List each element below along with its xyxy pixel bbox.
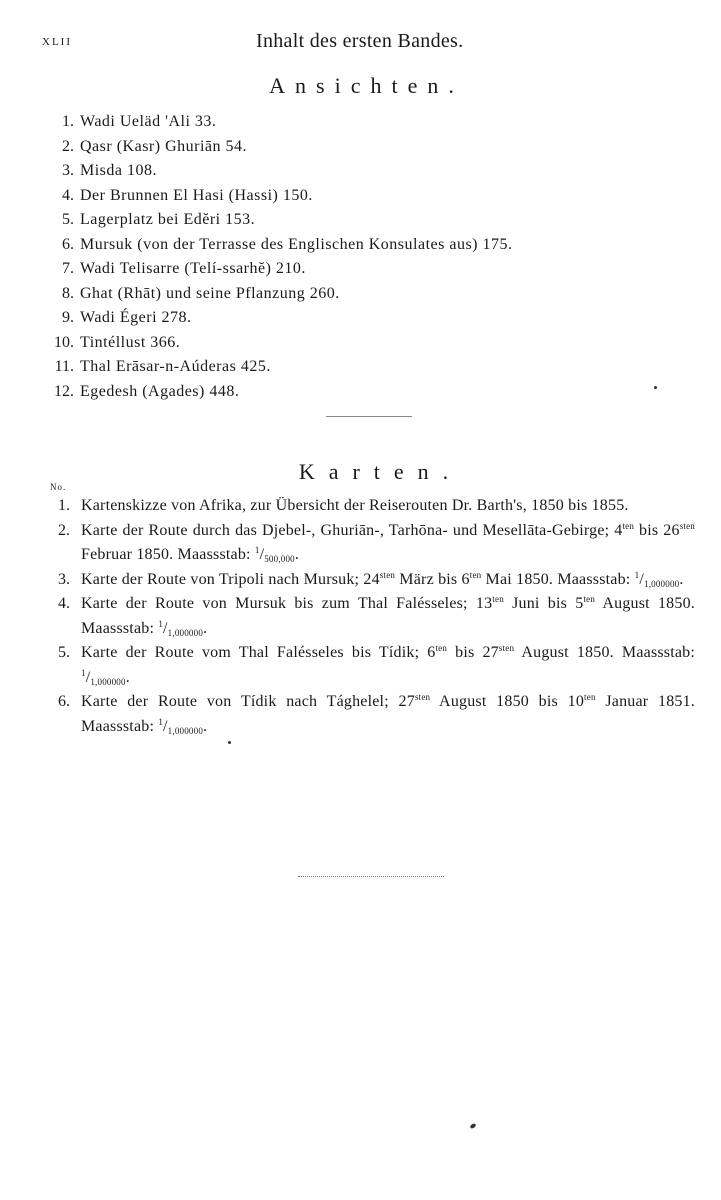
maps-heading: Karten.: [298, 459, 463, 484]
item-text: Misda 108.: [80, 162, 157, 179]
item-text: Der Brunnen El Hasi (Hassi) 150.: [80, 186, 313, 204]
item-number: 8.: [62, 284, 74, 302]
print-speck: [228, 741, 231, 744]
list-item: [0, 110, 721, 135]
item-text: Kartenskizze von Afrika, zur Übersicht der Reiserouten Dr. Barth's, 1850 bis 1855.: [81, 497, 629, 514]
scale-fraction: $^1/_{500,000}$: [254, 545, 295, 564]
list-item: [0, 184, 721, 209]
list-item: [0, 306, 721, 331]
item-text: Tintéllust 366.: [80, 333, 181, 351]
item-text: Karte der Route von Mursuk bis zum Thal Falésseles; $13^{ten}$ Juni bis $5^{ten}$ August 1850. Maassstab: $^1/_{1,000000}$.: [81, 594, 695, 638]
list-item: [0, 494, 721, 519]
page-number: XLII: [42, 36, 72, 48]
scale-fraction: $^1/_{1,000000}$: [158, 618, 204, 638]
item-text: Lagerplatz bei Edĕri 153.: [80, 211, 256, 228]
item-text: Qasr (Kasr) Ghuriān 54.: [80, 137, 248, 155]
item-number: 3.: [62, 162, 74, 179]
scale-fraction: $^1/_{1,000000}$: [634, 569, 680, 589]
item-number: 4.: [58, 595, 70, 612]
print-speck: [654, 386, 657, 389]
running-head: [0, 30, 721, 56]
item-number: 1.: [58, 497, 70, 514]
list-item: [0, 282, 721, 307]
item-text: Thal Erāsar-n-Aúderas 425.: [80, 358, 271, 375]
list-item: [0, 519, 721, 568]
list-item: [0, 568, 721, 593]
item-number: 5.: [62, 211, 74, 228]
maps-list: [0, 494, 721, 739]
item-text: Wadi Égeri 278.: [80, 309, 192, 326]
item-number: 7.: [62, 260, 74, 277]
list-item: [0, 208, 721, 233]
list-item: [0, 135, 721, 160]
number-column-label: No.: [50, 482, 67, 492]
item-text: Karte der Route von Tídik nach Tághelel; $27^{sten}$ August 1850 bis $10^{ten}$ Januar 1851. Maassstab: $^1/_{1,000000}$.: [81, 692, 695, 736]
item-number: 4.: [62, 186, 74, 204]
item-number: 5.: [58, 644, 70, 661]
views-heading: Ansichten.: [269, 73, 464, 98]
item-number: 11.: [54, 358, 74, 375]
item-number: 12.: [54, 382, 74, 400]
scale-fraction: $^1/_{1,000000}$: [158, 716, 204, 736]
list-item: [0, 380, 721, 405]
list-item: [0, 355, 721, 380]
views-list: [0, 110, 721, 404]
list-item: [0, 641, 721, 690]
end-divider: [298, 876, 444, 877]
item-text: Wadi Telisarre (Telí-ssarhĕ) 210.: [80, 260, 306, 277]
running-title: Inhalt des ersten Bandes.: [256, 30, 464, 52]
item-text: Karte der Route von Tripoli nach Mursuk; $24^{sten}$ März bis $6^{ten}$ Mai 1850. Maassstab: $^1/_{1,000000}$.: [81, 569, 684, 589]
list-item: [0, 690, 721, 739]
item-number: 2.: [62, 137, 74, 155]
section-divider: [326, 416, 412, 417]
item-number: 6.: [62, 235, 74, 253]
list-item: [0, 159, 721, 184]
item-text: Karte der Route vom Thal Falésseles bis Tídik; $6^{ten}$ bis $27^{sten}$ August 1850. Maassstab: $^1/_{1,000000}$.: [81, 643, 696, 687]
item-text: Ghat (Rhāt) und seine Pflanzung 260.: [80, 284, 340, 302]
item-text: Egedesh (Agades) 448.: [80, 382, 240, 400]
item-text: Karte der Route durch das Djebel-, Ghuriān-, Tarhōna- und Mesellāta-Gebirge; $4^{ten}$ bis $26^{sten}$ Februar 1850. Maassstab: $^1/_{500,000}$.: [81, 520, 695, 564]
item-number: 3.: [58, 570, 70, 588]
list-item: [0, 331, 721, 356]
item-number: 10.: [54, 333, 74, 351]
list-item: [0, 592, 721, 641]
item-number: 9.: [62, 309, 74, 326]
item-number: 2.: [58, 521, 70, 539]
ink-mark: [469, 1123, 476, 1130]
item-text: Wadi Ueläd 'Ali 33.: [80, 113, 217, 130]
item-number: 6.: [58, 693, 70, 710]
item-number: 1.: [62, 113, 74, 130]
item-text: Mursuk (von der Terrasse des Englischen Konsulates aus) 175.: [80, 235, 513, 253]
list-item: [0, 233, 721, 258]
list-item: [0, 257, 721, 282]
scale-fraction: $^1/_{1,000000}$: [81, 667, 126, 687]
